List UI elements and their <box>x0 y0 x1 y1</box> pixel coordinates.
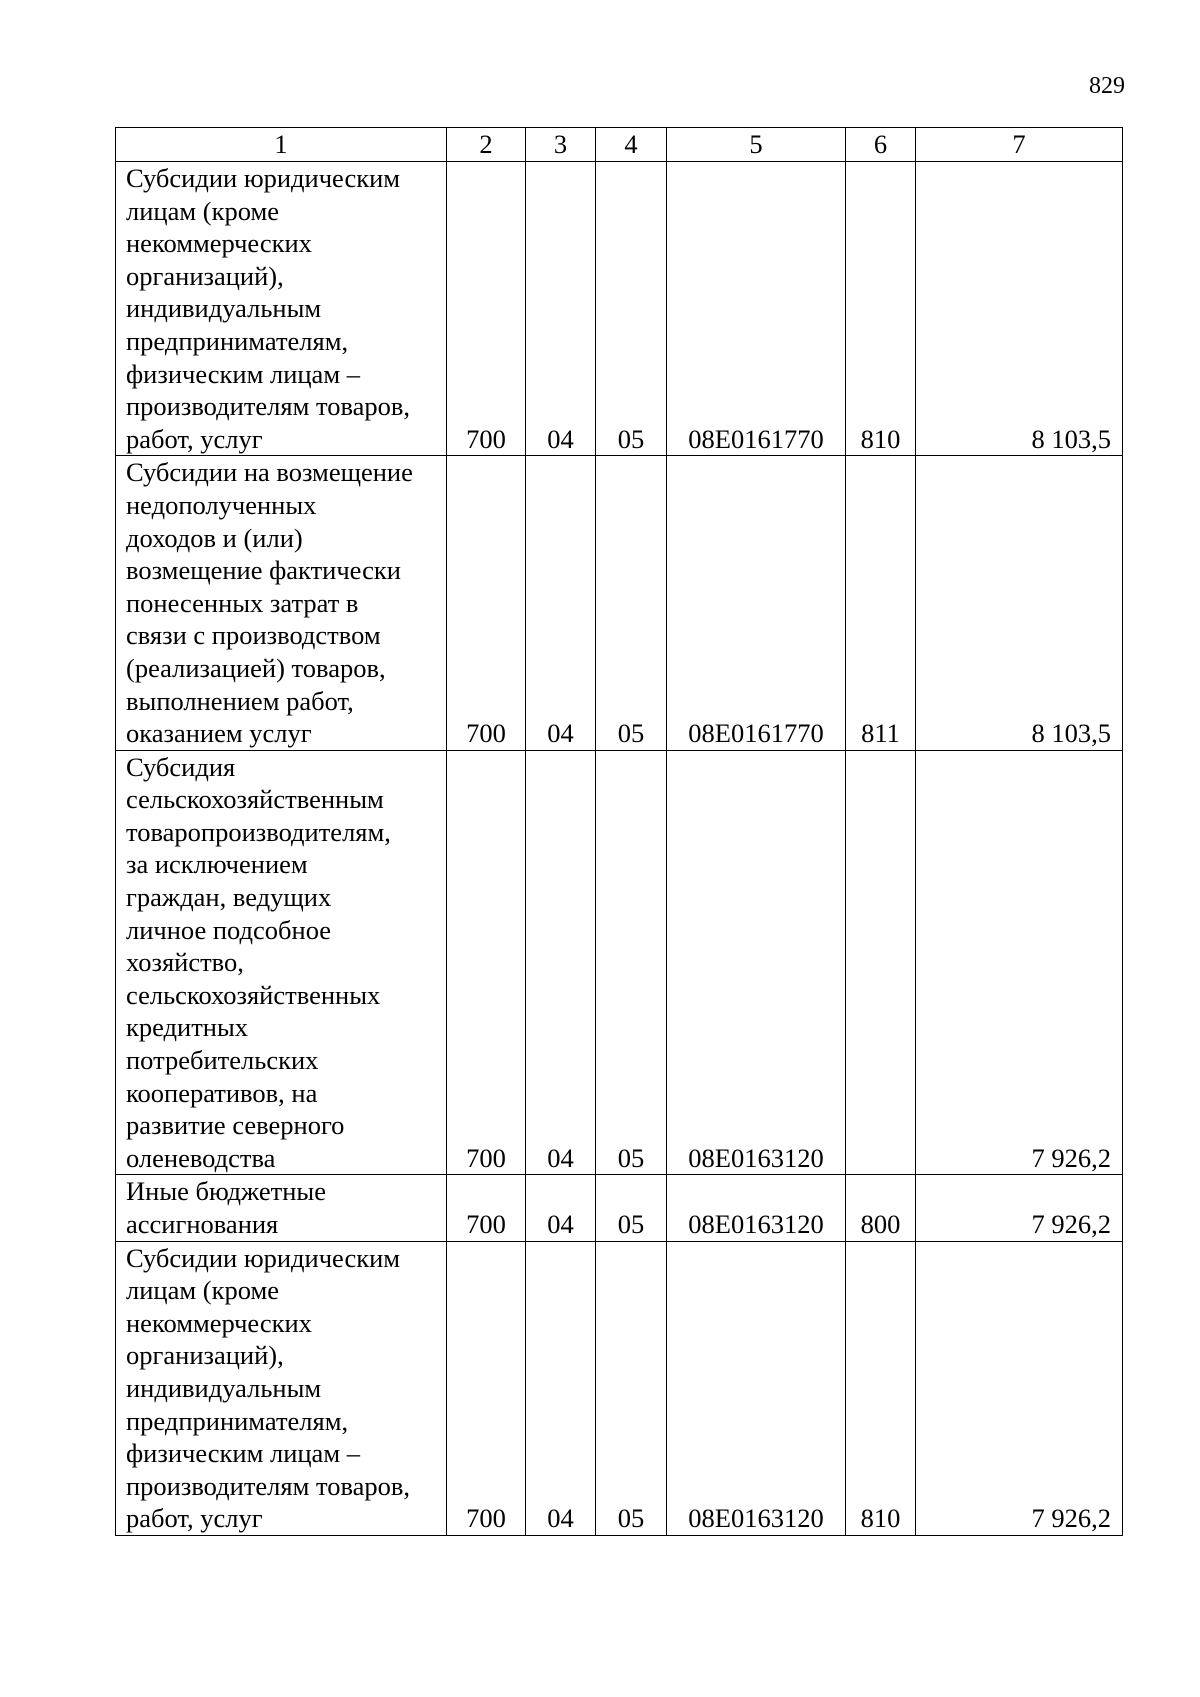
subsection-cell: 05 <box>596 750 667 1175</box>
section-cell: 04 <box>526 1175 596 1241</box>
section-cell: 04 <box>526 750 596 1175</box>
header-cell: 6 <box>846 128 916 162</box>
item-name-line: организаций), <box>126 260 284 291</box>
amount-cell: 7 926,2 <box>916 1241 1123 1535</box>
header-cell: 5 <box>667 128 846 162</box>
section-cell: 04 <box>526 162 596 456</box>
item-name-line: возмещение фактически <box>126 555 401 586</box>
item-name-line: товаропроизводителям, <box>126 816 391 847</box>
header-cell: 2 <box>447 128 526 162</box>
header-cell: 1 <box>116 128 447 162</box>
table-body <box>116 162 1123 1536</box>
expense-type-cell: 811 <box>846 456 916 750</box>
section-cell: 04 <box>526 1241 596 1535</box>
header-cell: 4 <box>596 128 667 162</box>
item-name-cell <box>116 456 447 750</box>
item-name-line: физическим лицам – <box>126 1438 360 1469</box>
table-row <box>116 750 1123 1175</box>
item-name-line: развитие северного <box>126 1110 345 1141</box>
item-name-line: хозяйство, <box>126 947 244 978</box>
item-name-line: предпринимателям, <box>126 325 349 356</box>
target-article-cell: 08Е0163120 <box>667 1241 846 1535</box>
table-header-row <box>116 128 1123 162</box>
item-name-line: личное подсобное <box>126 914 332 945</box>
expense-type-cell: 810 <box>846 1241 916 1535</box>
expense-type-cell <box>846 750 916 1175</box>
item-name-line: Иные бюджетные <box>126 1176 326 1207</box>
item-name-line: Субсидии на возмещение <box>126 457 413 488</box>
table-row <box>116 1241 1123 1535</box>
item-name-line: некоммерческих <box>126 228 312 259</box>
item-name-line: производителям товаров, <box>126 1470 411 1501</box>
item-name-line: Субсидии юридическим <box>126 1242 401 1273</box>
item-name-line: сельскохозяйственным <box>126 784 384 815</box>
item-name-line: кредитных <box>126 1012 249 1043</box>
item-name-line: потребительских <box>126 1045 319 1076</box>
amount-cell: 8 103,5 <box>916 162 1123 456</box>
item-name-line: производителям товаров, <box>126 391 411 422</box>
item-name-line: сельскохозяйственных <box>126 979 381 1010</box>
subsection-cell: 05 <box>596 456 667 750</box>
target-article-cell: 08Е0163120 <box>667 1175 846 1241</box>
header-cell: 7 <box>916 128 1123 162</box>
item-name-cell <box>116 162 447 456</box>
page-number: 829 <box>1089 73 1125 99</box>
item-name-line: граждан, ведущих <box>126 882 332 913</box>
item-name-line: индивидуальным <box>126 1372 322 1403</box>
code-cell: 700 <box>447 162 526 456</box>
item-name-line: лицам (кроме <box>126 1275 279 1306</box>
budget-table <box>115 127 1123 1536</box>
item-name-line: понесенных затрат в <box>126 587 359 618</box>
table-row <box>116 162 1123 456</box>
item-name-line: недополученных <box>126 489 317 520</box>
target-article-cell: 08Е0163120 <box>667 750 846 1175</box>
subsection-cell: 05 <box>596 162 667 456</box>
target-article-cell: 08Е0161770 <box>667 162 846 456</box>
expense-type-cell: 810 <box>846 162 916 456</box>
amount-cell: 7 926,2 <box>916 1175 1123 1241</box>
table-row <box>116 456 1123 750</box>
amount-cell: 7 926,2 <box>916 750 1123 1175</box>
section-cell: 04 <box>526 456 596 750</box>
item-name-line: индивидуальным <box>126 293 322 324</box>
item-name-line: предпринимателям, <box>126 1405 349 1436</box>
item-name-line: лицам (кроме <box>126 195 279 226</box>
subsection-cell: 05 <box>596 1241 667 1535</box>
item-name-line: Субсидия <box>126 751 236 782</box>
item-name-cell <box>116 750 447 1175</box>
item-name-line: физическим лицам – <box>126 358 360 389</box>
item-name-line: Субсидии юридическим <box>126 163 401 193</box>
target-article-cell: 08Е0161770 <box>667 456 846 750</box>
table-row <box>116 1175 1123 1241</box>
code-cell: 700 <box>447 1241 526 1535</box>
header-cell: 3 <box>526 128 596 162</box>
code-cell: 700 <box>447 456 526 750</box>
subsection-cell: 05 <box>596 1175 667 1241</box>
item-name-line: кооперативов, на <box>126 1077 318 1108</box>
item-name-cell <box>116 1175 447 1241</box>
item-name-line: связи с производством <box>126 620 381 651</box>
item-name-line: выполнением работ, <box>126 685 354 716</box>
code-cell: 700 <box>447 1175 526 1241</box>
expense-type-cell: 800 <box>846 1175 916 1241</box>
item-name-line: организаций), <box>126 1340 284 1371</box>
item-name-line: оказанием услуг <box>126 718 312 749</box>
item-name-line: некоммерческих <box>126 1307 312 1338</box>
amount-cell: 8 103,5 <box>916 456 1123 750</box>
code-cell: 700 <box>447 750 526 1175</box>
item-name-line: ассигнования <box>126 1209 279 1239</box>
item-name-line: работ, услуг <box>126 423 263 454</box>
item-name-cell <box>116 1241 447 1535</box>
item-name-line: оленеводства <box>126 1142 276 1173</box>
item-name-line: (реализацией) товаров, <box>126 652 386 683</box>
item-name-line: работ, услуг <box>126 1503 263 1534</box>
item-name-line: доходов и (или) <box>126 522 303 553</box>
item-name-line: за исключением <box>126 849 308 880</box>
